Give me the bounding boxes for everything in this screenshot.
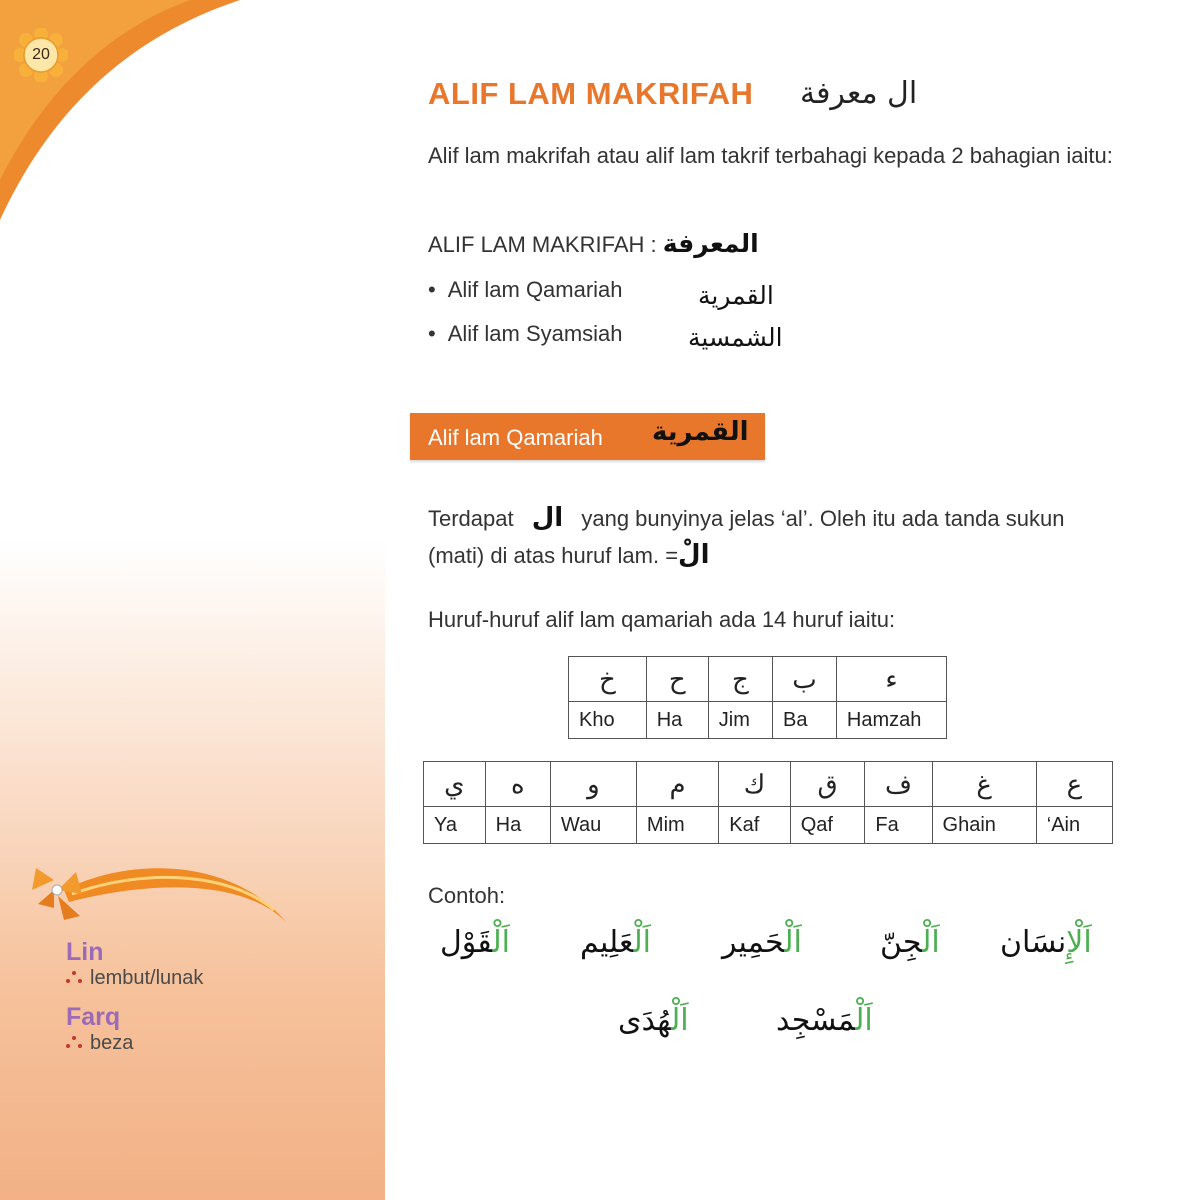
- letter-cell: و: [550, 762, 636, 807]
- glossary-entry: [66, 1003, 133, 1055]
- description-line-1: Terdapat ال yang bunyinya jelas ‘al’. Oleh itu ada tanda sukun: [428, 503, 1065, 533]
- letter-cell: ف: [865, 762, 932, 807]
- al-arabic: ال: [531, 503, 564, 533]
- section-arabic: القمرية: [652, 417, 749, 447]
- table-row: [569, 657, 947, 702]
- glossary-definition: lembut/lunak: [90, 967, 204, 989]
- example-word: اَلْقَوْل: [440, 925, 510, 960]
- description-line-2: (mati) di atas huruf lam. =الْ: [428, 540, 710, 570]
- type-list-item: • Alif lam Qamariah: [428, 277, 623, 302]
- name-cell: Fa: [865, 807, 932, 844]
- letter-cell: ج: [708, 657, 772, 702]
- letter-cell: ي: [424, 762, 486, 807]
- name-cell: Ghain: [932, 807, 1036, 844]
- letters-table-2: [423, 761, 1113, 844]
- letter-cell: ه: [485, 762, 550, 807]
- type-label: Alif lam Qamariah: [447, 277, 623, 302]
- name-cell: Wau: [550, 807, 636, 844]
- glossary-entry: [66, 938, 203, 990]
- letter-cell: م: [636, 762, 718, 807]
- definition-heading: [428, 228, 759, 260]
- letter-cell: غ: [932, 762, 1036, 807]
- section-header: [410, 413, 765, 460]
- name-cell: Ha: [485, 807, 550, 844]
- al-sukun-arabic: الْ: [678, 540, 710, 570]
- page-title: ALIF LAM MAKRIFAH: [428, 76, 754, 111]
- name-cell: Mim: [636, 807, 718, 844]
- example-word: اَلْإِنسَان: [1000, 925, 1092, 960]
- ribbon-bow-icon: [24, 860, 289, 940]
- table-row: [424, 762, 1113, 807]
- bullet-dots-icon: [66, 971, 82, 985]
- letter-cell: ح: [646, 657, 708, 702]
- letter-cell: ك: [719, 762, 791, 807]
- name-cell: ‘Ain: [1036, 807, 1112, 844]
- example-word: اَلْمَسْجِد: [776, 1003, 873, 1038]
- intro-paragraph: Alif lam makrifah atau alif lam takrif terbahagi kepada 2 bahagian iaitu:: [428, 143, 1113, 168]
- type-label: Alif lam Syamsiah: [447, 321, 623, 346]
- name-cell: Kho: [569, 702, 647, 739]
- page-number: 20: [32, 46, 50, 63]
- letters-table-1: [568, 656, 947, 739]
- glossary-definition: beza: [90, 1032, 134, 1054]
- bullet-dots-icon: [66, 1036, 82, 1050]
- definition-label: ALIF LAM MAKRIFAH :: [428, 232, 657, 257]
- example-word: اَلْعَلِيم: [580, 925, 651, 960]
- example-word: اَلْجِنّ: [880, 925, 940, 960]
- name-cell: Jim: [708, 702, 772, 739]
- glossary-term: Lin: [66, 938, 104, 966]
- name-cell: Qaf: [790, 807, 865, 844]
- letter-cell: ب: [773, 657, 837, 702]
- section-label: Alif lam Qamariah: [428, 425, 603, 450]
- type-list-item: • Alif lam Syamsiah: [428, 321, 623, 346]
- name-cell: Ha: [646, 702, 708, 739]
- name-cell: Hamzah: [836, 702, 946, 739]
- table-row: [569, 702, 947, 739]
- type-arabic: الشمسية: [688, 323, 783, 352]
- glossary-term: Farq: [66, 1003, 121, 1031]
- letter-cell: ء: [836, 657, 946, 702]
- letter-cell: ق: [790, 762, 865, 807]
- example-word: اَلْحَمِير: [722, 925, 802, 960]
- definition-arabic: المعرفة: [662, 229, 759, 258]
- examples-label: Contoh:: [428, 883, 506, 908]
- name-cell: Kaf: [719, 807, 791, 844]
- page-title-arabic: ال معرفة: [800, 76, 918, 111]
- example-word: اَلْهُدَى: [618, 1003, 689, 1038]
- letter-count-text: Huruf-huruf alif lam qamariah ada 14 huruf iaitu:: [428, 607, 896, 632]
- letter-cell: ع: [1036, 762, 1112, 807]
- name-cell: Ya: [424, 807, 486, 844]
- table-row: [424, 807, 1113, 844]
- name-cell: Ba: [773, 702, 837, 739]
- letter-cell: خ: [569, 657, 647, 702]
- type-arabic: القمرية: [698, 281, 774, 310]
